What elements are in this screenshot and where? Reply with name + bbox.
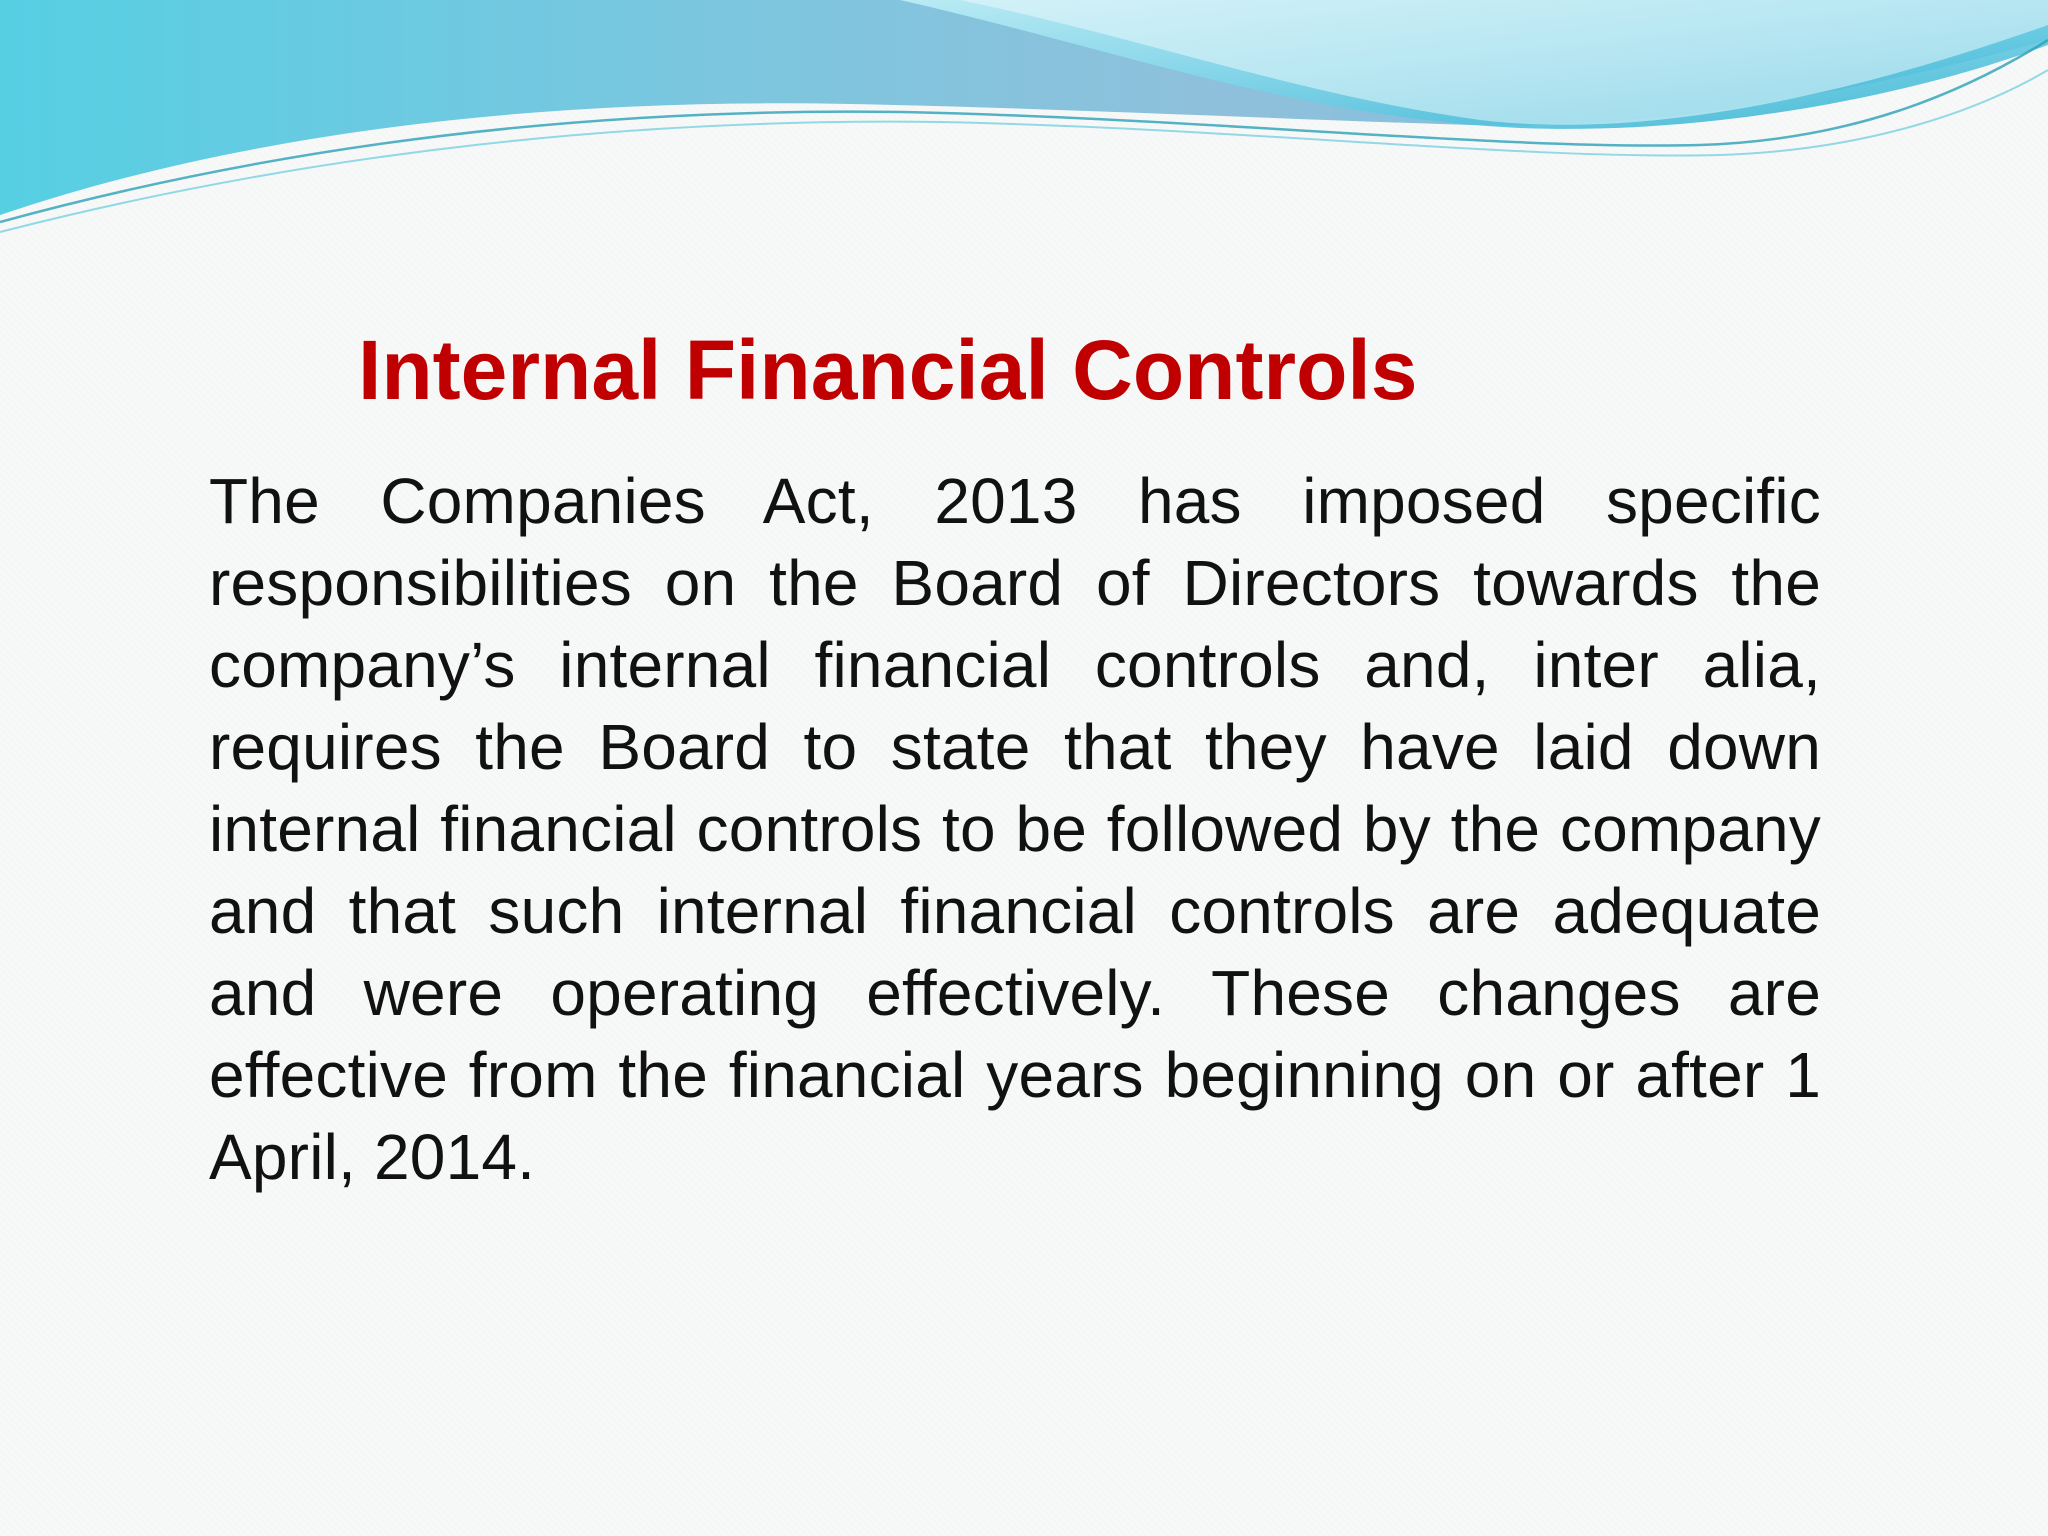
slide-body-text: The Companies Act, 2013 has imposed specific responsibilities on the Board of Directors towards the company’s internal financial controls and, inter alia, requires the Board to state that they have laid down internal financial controls to be followed by the company and that such internal financial controls are adequate and were operating effectively. These changes are effective from the financial years beginning on or after 1 April, 2014. [209, 465, 1821, 1193]
slide-title: Internal Financial Controls [358, 323, 1418, 417]
blue-wave-header-icon [0, 0, 2048, 240]
